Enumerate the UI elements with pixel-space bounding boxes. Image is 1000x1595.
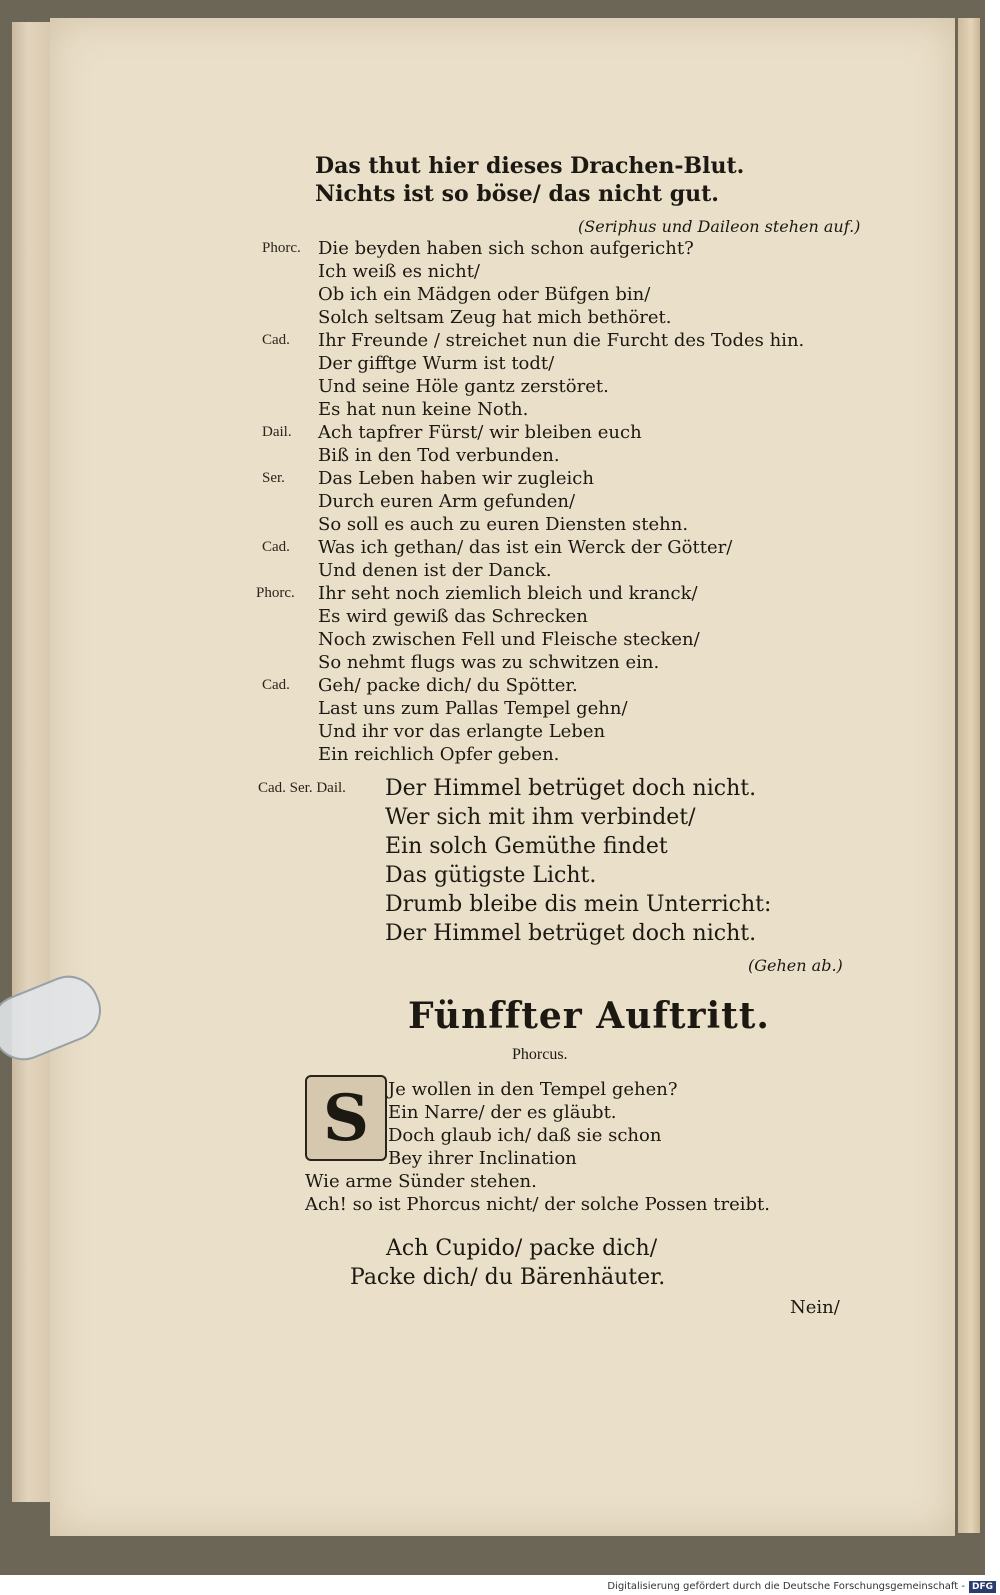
text-line: Durch euren Arm gefunden/ [318,491,576,512]
dialogue-block [318,674,628,766]
text-line: Es hat nun keine Noth. [318,399,529,420]
text-line: Ein solch Gemüthe findet [385,834,668,859]
text-line: Der Himmel betrüget doch nicht. [385,921,757,946]
speaker-label: Ser. [262,470,285,486]
chorus-block [385,774,771,948]
text-line: Und ihr vor das erlangte Leben [318,721,606,742]
text-line: Ob ich ein Mädgen oder Büfgen bin/ [318,284,651,305]
catchword: Nein/ [790,1297,840,1318]
text-line: Ach Cupido/ packe dich/ [386,1236,658,1261]
speaker-label: Cad. [262,539,290,555]
dfg-logo: DFG [969,1581,996,1593]
text-line: Nichts ist so böse/ das nicht gut. [315,181,719,207]
digitization-credit [596,1578,1000,1595]
text-line: Wer sich mit ihm verbindet/ [385,805,696,830]
speaker-label: Cad. Ser. Dail. [258,780,346,796]
dialogue-block [318,329,804,421]
phorcus-song [350,1234,665,1292]
speaker-label: Cad. [262,332,290,348]
credit-text: Digitalisierung gefördert durch die Deutsche Forschungsgemeinschaft - [607,1581,965,1592]
text-line: Packe dich/ du Bärenhäuter. [350,1265,666,1290]
phorcus-speech-a [388,1078,678,1170]
text-line: Wie arme Sünder stehen. [305,1171,537,1192]
text-line: Ihr seht noch ziemlich bleich und kranck/ [318,583,698,604]
text-line: Bey ihrer Inclination [388,1148,577,1169]
text-line: Der gifftge Wurm ist todt/ [318,353,555,374]
text-line: Ich weiß es nicht/ [318,261,480,282]
text-line: Drumb bleibe dis mein Unterricht: [385,892,772,917]
text-line: Das gütigste Licht. [385,863,597,888]
text-line: Ach tapfrer Fürst/ wir bleiben euch [318,422,642,443]
phorcus-speech-b [305,1170,770,1216]
text-line: Ihr Freunde / streichet nun die Furcht des Todes hin. [318,330,805,351]
stage-direction: (Gehen ab.) [748,956,843,975]
character-heading: Phorcus. [512,1046,568,1063]
dialogue-block [318,237,694,329]
decorated-initial: S [305,1075,387,1161]
page-edge-left [12,22,53,1502]
text-line: Der Himmel betrüget doch nicht. [385,776,757,801]
text-line: Was ich gethan/ das ist ein Werck der Götter/ [318,537,733,558]
speaker-label: Cad. [262,677,290,693]
speaker-label: Phorc. [256,585,295,601]
text-line: Biß in den Tod verbunden. [318,445,560,466]
text-line: Ein Narre/ der es gläubt. [388,1102,617,1123]
dialogue-block [318,467,688,536]
text-line: Ein reichlich Opfer geben. [318,744,560,765]
text-line: Ach! so ist Phorcus nicht/ der solche Possen treibt. [305,1194,770,1215]
text-line: Solch seltsam Zeug hat mich bethöret. [318,307,672,328]
speaker-label: Dail. [262,424,292,440]
text-line: So soll es auch zu euren Diensten stehn. [318,514,689,535]
text-line: Die beyden haben sich schon aufgericht? [318,238,694,259]
speaker-label: Phorc. [262,240,301,256]
dialogue-block [318,421,642,467]
text-line: Das thut hier dieses Drachen-Blut. [315,153,745,179]
stage-direction: (Seriphus und Daileon stehen auf.) [578,217,861,236]
scene-heading: Fünffter Auftritt. [408,995,770,1037]
text-line: Noch zwischen Fell und Fleische stecken/ [318,629,700,650]
text-line: Das Leben haben wir zugleich [318,468,594,489]
text-line: Je wollen in den Tempel gehen? [388,1079,678,1100]
text-line: Geh/ packe dich/ du Spötter. [318,675,578,696]
text-line: Und seine Höle gantz zerstöret. [318,376,609,397]
opening-lines [315,152,744,208]
dialogue-block [318,582,700,674]
text-line: Last uns zum Pallas Tempel gehn/ [318,698,628,719]
text-line: Und denen ist der Danck. [318,560,552,581]
text-line: Es wird gewiß das Schrecken [318,606,588,627]
text-line: Doch glaub ich/ daß sie schon [388,1125,662,1146]
text-line: So nehmt flugs was zu schwitzen ein. [318,652,660,673]
page-edge-right [958,18,980,1533]
dialogue-block [318,536,732,582]
